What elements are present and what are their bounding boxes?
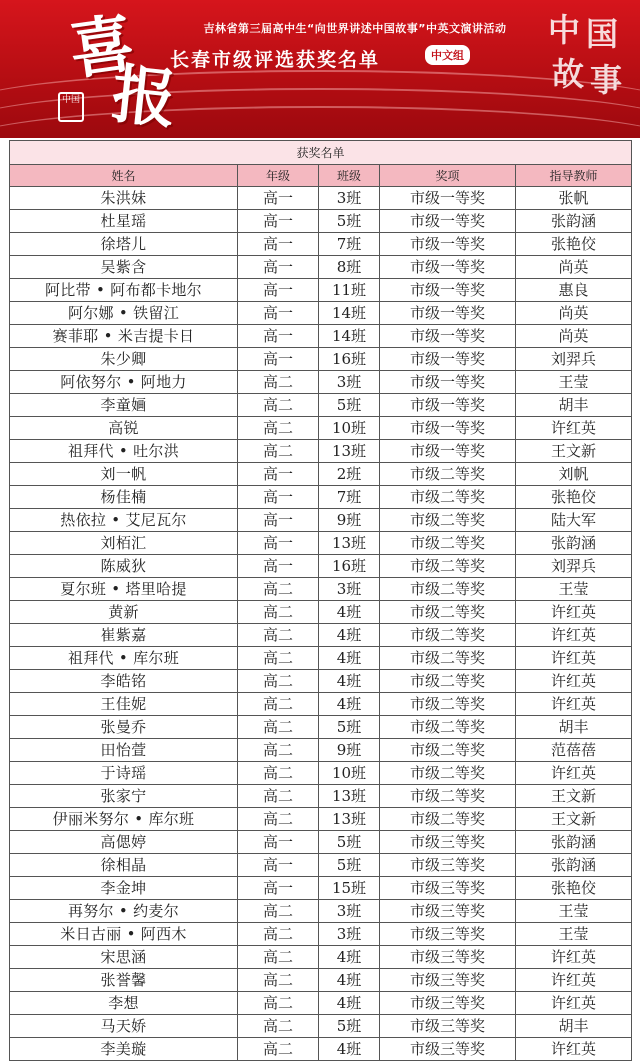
table-row (10, 440, 632, 463)
class-cell: 15班 (319, 877, 380, 900)
table-row (10, 578, 632, 601)
student-name-cell: 黄新 (10, 601, 238, 624)
class-cell: 5班 (319, 831, 380, 854)
group-badge: 中文组 (425, 45, 470, 65)
grade-cell: 高二 (238, 417, 319, 440)
red-seal-stamp: 中国 (58, 92, 84, 122)
class-cell: 14班 (319, 302, 380, 325)
class-cell: 13班 (319, 785, 380, 808)
student-name-cell: 陈威狄 (10, 555, 238, 578)
grade-cell: 高一 (238, 555, 319, 578)
grade-cell: 高二 (238, 1038, 319, 1061)
grade-cell: 高二 (238, 601, 319, 624)
student-name-cell: 阿依努尔 • 阿地力 (10, 371, 238, 394)
student-name-cell: 刘栢汇 (10, 532, 238, 555)
table-row (10, 279, 632, 302)
award-table (9, 140, 632, 1061)
story-char: 国 (586, 15, 619, 53)
class-cell: 4班 (319, 647, 380, 670)
grade-cell: 高一 (238, 210, 319, 233)
grade-cell: 高一 (238, 486, 319, 509)
student-name-cell: 田怡萱 (10, 739, 238, 762)
teacher-cell: 许红英 (516, 969, 632, 992)
table-row (10, 670, 632, 693)
table-row (10, 187, 632, 210)
class-cell: 11班 (319, 279, 380, 302)
teacher-cell: 胡丰 (516, 1015, 632, 1038)
teacher-cell: 尚英 (516, 256, 632, 279)
class-cell: 4班 (319, 601, 380, 624)
table-row (10, 1015, 632, 1038)
story-char: 中 (548, 11, 581, 49)
table-caption: 获奖名单 (10, 141, 632, 165)
award-cell: 市级一等奖 (380, 371, 516, 394)
grade-cell: 高二 (238, 762, 319, 785)
award-cell: 市级一等奖 (380, 302, 516, 325)
class-cell: 3班 (319, 900, 380, 923)
table-row (10, 555, 632, 578)
table-row (10, 739, 632, 762)
teacher-cell: 张艳佼 (516, 233, 632, 256)
student-name-cell: 赛菲耶 • 米吉提卡日 (10, 325, 238, 348)
student-name-cell: 张曼乔 (10, 716, 238, 739)
award-cell: 市级二等奖 (380, 486, 516, 509)
student-name-cell: 朱洪妹 (10, 187, 238, 210)
grade-cell: 高二 (238, 394, 319, 417)
teacher-cell: 许红英 (516, 670, 632, 693)
teacher-cell: 惠良 (516, 279, 632, 302)
grade-cell: 高一 (238, 854, 319, 877)
grade-cell: 高一 (238, 509, 319, 532)
class-cell: 2班 (319, 463, 380, 486)
teacher-cell: 王莹 (516, 578, 632, 601)
student-name-cell: 李美璇 (10, 1038, 238, 1061)
teacher-cell: 尚英 (516, 325, 632, 348)
grade-cell: 高一 (238, 877, 319, 900)
table-row (10, 624, 632, 647)
table-row (10, 647, 632, 670)
award-cell: 市级二等奖 (380, 647, 516, 670)
teacher-cell: 许红英 (516, 946, 632, 969)
award-cell: 市级二等奖 (380, 509, 516, 532)
class-cell: 4班 (319, 1038, 380, 1061)
teacher-cell: 许红英 (516, 693, 632, 716)
award-cell: 市级一等奖 (380, 417, 516, 440)
teacher-cell: 张帆 (516, 187, 632, 210)
table-row (10, 233, 632, 256)
student-name-cell: 阿比带 • 阿布都卡地尔 (10, 279, 238, 302)
class-cell: 3班 (319, 923, 380, 946)
event-title: 吉林省第三届高中生“向世界讲述中国故事”中英文演讲活动 (203, 22, 507, 35)
class-cell: 9班 (319, 739, 380, 762)
student-name-cell: 夏尔班 • 塔里哈提 (10, 578, 238, 601)
teacher-cell: 张艳佼 (516, 877, 632, 900)
teacher-cell: 许红英 (516, 624, 632, 647)
award-cell: 市级三等奖 (380, 969, 516, 992)
teacher-cell: 许红英 (516, 417, 632, 440)
class-cell: 5班 (319, 210, 380, 233)
award-cell: 市级一等奖 (380, 279, 516, 302)
award-cell: 市级二等奖 (380, 532, 516, 555)
grade-cell: 高二 (238, 371, 319, 394)
class-cell: 13班 (319, 808, 380, 831)
student-name-cell: 祖拜代 • 吐尔洪 (10, 440, 238, 463)
student-name-cell: 吴紫含 (10, 256, 238, 279)
class-cell: 4班 (319, 670, 380, 693)
teacher-cell: 陆大军 (516, 509, 632, 532)
class-cell: 5班 (319, 1015, 380, 1038)
grade-cell: 高二 (238, 647, 319, 670)
award-cell: 市级一等奖 (380, 440, 516, 463)
column-header-award: 奖项 (380, 165, 516, 187)
column-header-grade: 年级 (238, 165, 319, 187)
teacher-cell: 胡丰 (516, 394, 632, 417)
class-cell: 9班 (319, 509, 380, 532)
teacher-cell: 张韵涵 (516, 532, 632, 555)
table-row (10, 716, 632, 739)
student-name-cell: 李童婳 (10, 394, 238, 417)
class-cell: 3班 (319, 187, 380, 210)
grade-cell: 高二 (238, 670, 319, 693)
student-name-cell: 张家宁 (10, 785, 238, 808)
award-cell: 市级三等奖 (380, 831, 516, 854)
teacher-cell: 尚英 (516, 302, 632, 325)
award-cell: 市级三等奖 (380, 900, 516, 923)
teacher-cell: 王文新 (516, 808, 632, 831)
grade-cell: 高二 (238, 716, 319, 739)
grade-cell: 高一 (238, 463, 319, 486)
table-row (10, 463, 632, 486)
class-cell: 4班 (319, 992, 380, 1015)
class-cell: 13班 (319, 440, 380, 463)
story-char: 故 (552, 55, 585, 93)
teacher-cell: 王文新 (516, 785, 632, 808)
grade-cell: 高一 (238, 831, 319, 854)
class-cell: 8班 (319, 256, 380, 279)
class-cell: 10班 (319, 417, 380, 440)
student-name-cell: 高锐 (10, 417, 238, 440)
student-name-cell: 王佳妮 (10, 693, 238, 716)
header-banner (0, 0, 640, 138)
award-cell: 市级二等奖 (380, 601, 516, 624)
student-name-cell: 刘一帆 (10, 463, 238, 486)
award-cell: 市级二等奖 (380, 578, 516, 601)
award-cell: 市级一等奖 (380, 394, 516, 417)
class-cell: 3班 (319, 578, 380, 601)
student-name-cell: 杨佳楠 (10, 486, 238, 509)
student-name-cell: 崔紫嘉 (10, 624, 238, 647)
grade-cell: 高二 (238, 969, 319, 992)
table-row (10, 325, 632, 348)
column-header-name: 姓名 (10, 165, 238, 187)
class-cell: 4班 (319, 946, 380, 969)
teacher-cell: 许红英 (516, 992, 632, 1015)
class-cell: 7班 (319, 486, 380, 509)
award-cell: 市级二等奖 (380, 624, 516, 647)
grade-cell: 高二 (238, 923, 319, 946)
award-cell: 市级一等奖 (380, 325, 516, 348)
student-name-cell: 李皓铭 (10, 670, 238, 693)
column-header-teacher: 指导教师 (516, 165, 632, 187)
class-cell: 4班 (319, 693, 380, 716)
award-cell: 市级二等奖 (380, 670, 516, 693)
student-name-cell: 再努尔 • 约麦尔 (10, 900, 238, 923)
teacher-cell: 刘帆 (516, 463, 632, 486)
class-cell: 3班 (319, 371, 380, 394)
student-name-cell: 李金坤 (10, 877, 238, 900)
class-cell: 13班 (319, 532, 380, 555)
grade-cell: 高二 (238, 624, 319, 647)
student-name-cell: 祖拜代 • 库尔班 (10, 647, 238, 670)
table-row (10, 877, 632, 900)
grade-cell: 高二 (238, 992, 319, 1015)
student-name-cell: 徐塔儿 (10, 233, 238, 256)
class-cell: 5班 (319, 394, 380, 417)
xibao-char: 喜 (65, 5, 139, 90)
page-title: 长春市级评选获奖名单 (170, 49, 381, 71)
teacher-cell: 范蓓蓓 (516, 739, 632, 762)
table-row (10, 601, 632, 624)
award-cell: 市级一等奖 (380, 256, 516, 279)
student-name-cell: 高偲婷 (10, 831, 238, 854)
class-cell: 16班 (319, 555, 380, 578)
student-name-cell: 徐相晶 (10, 854, 238, 877)
grade-cell: 高一 (238, 348, 319, 371)
table-row (10, 992, 632, 1015)
award-cell: 市级三等奖 (380, 992, 516, 1015)
class-cell: 5班 (319, 854, 380, 877)
award-cell: 市级二等奖 (380, 785, 516, 808)
class-cell: 10班 (319, 762, 380, 785)
class-cell: 5班 (319, 716, 380, 739)
table-row (10, 417, 632, 440)
class-cell: 4班 (319, 969, 380, 992)
award-cell: 市级一等奖 (380, 233, 516, 256)
grade-cell: 高一 (238, 302, 319, 325)
grade-cell: 高二 (238, 739, 319, 762)
table-row (10, 1038, 632, 1061)
table-row (10, 394, 632, 417)
table-caption-row (10, 141, 632, 165)
grade-cell: 高一 (238, 532, 319, 555)
award-cell: 市级二等奖 (380, 716, 516, 739)
award-cell: 市级三等奖 (380, 923, 516, 946)
xibao-calligraphy (30, 5, 180, 138)
teacher-cell: 王莹 (516, 900, 632, 923)
student-name-cell: 热依拉 • 艾尼瓦尔 (10, 509, 238, 532)
award-cell: 市级二等奖 (380, 463, 516, 486)
grade-cell: 高一 (238, 325, 319, 348)
teacher-cell: 王莹 (516, 923, 632, 946)
table-row (10, 854, 632, 877)
table-row (10, 348, 632, 371)
xibao-char: 报 (108, 56, 180, 138)
table-row (10, 210, 632, 233)
award-cell: 市级三等奖 (380, 877, 516, 900)
teacher-cell: 许红英 (516, 601, 632, 624)
class-cell: 4班 (319, 624, 380, 647)
table-row (10, 693, 632, 716)
teacher-cell: 张韵涵 (516, 854, 632, 877)
grade-cell: 高二 (238, 693, 319, 716)
teacher-cell: 许红英 (516, 762, 632, 785)
class-cell: 7班 (319, 233, 380, 256)
student-name-cell: 伊丽米努尔 • 库尔班 (10, 808, 238, 831)
student-name-cell: 杜星瑶 (10, 210, 238, 233)
student-name-cell: 朱少卿 (10, 348, 238, 371)
grade-cell: 高二 (238, 808, 319, 831)
grade-cell: 高一 (238, 279, 319, 302)
teacher-cell: 刘羿兵 (516, 555, 632, 578)
award-cell: 市级一等奖 (380, 210, 516, 233)
table-row (10, 900, 632, 923)
student-name-cell: 张誉馨 (10, 969, 238, 992)
student-name-cell: 米日古丽 • 阿西木 (10, 923, 238, 946)
table-row (10, 785, 632, 808)
table-row (10, 509, 632, 532)
award-cell: 市级二等奖 (380, 762, 516, 785)
award-cell: 市级二等奖 (380, 555, 516, 578)
table-row (10, 946, 632, 969)
award-cell: 市级二等奖 (380, 693, 516, 716)
column-header-class: 班级 (319, 165, 380, 187)
award-cell: 市级三等奖 (380, 1038, 516, 1061)
award-cell: 市级三等奖 (380, 946, 516, 969)
grade-cell: 高一 (238, 256, 319, 279)
student-name-cell: 李想 (10, 992, 238, 1015)
teacher-cell: 张艳佼 (516, 486, 632, 509)
table-row (10, 831, 632, 854)
award-cell: 市级一等奖 (380, 348, 516, 371)
student-name-cell: 马天娇 (10, 1015, 238, 1038)
teacher-cell: 王莹 (516, 371, 632, 394)
grade-cell: 高二 (238, 946, 319, 969)
table-row (10, 256, 632, 279)
teacher-cell: 许红英 (516, 1038, 632, 1061)
grade-cell: 高二 (238, 578, 319, 601)
grade-cell: 高二 (238, 785, 319, 808)
class-cell: 16班 (319, 348, 380, 371)
table-row (10, 302, 632, 325)
award-cell: 市级二等奖 (380, 808, 516, 831)
teacher-cell: 张韵涵 (516, 210, 632, 233)
table-row (10, 808, 632, 831)
student-name-cell: 阿尔娜 • 铁留江 (10, 302, 238, 325)
grade-cell: 高二 (238, 440, 319, 463)
student-name-cell: 于诗瑶 (10, 762, 238, 785)
grade-cell: 高一 (238, 233, 319, 256)
table-row (10, 371, 632, 394)
teacher-cell: 许红英 (516, 647, 632, 670)
table-row (10, 969, 632, 992)
award-cell: 市级二等奖 (380, 739, 516, 762)
story-char: 事 (590, 61, 623, 99)
student-name-cell: 宋思涵 (10, 946, 238, 969)
teacher-cell: 张韵涵 (516, 831, 632, 854)
award-cell: 市级三等奖 (380, 854, 516, 877)
table-row (10, 762, 632, 785)
china-story-calligraphy (548, 12, 628, 112)
table-body (10, 187, 632, 1061)
award-cell: 市级三等奖 (380, 1015, 516, 1038)
class-cell: 14班 (319, 325, 380, 348)
table-header-row (10, 165, 632, 187)
teacher-cell: 刘羿兵 (516, 348, 632, 371)
table-row (10, 923, 632, 946)
teacher-cell: 胡丰 (516, 716, 632, 739)
grade-cell: 高一 (238, 187, 319, 210)
grade-cell: 高二 (238, 900, 319, 923)
award-cell: 市级一等奖 (380, 187, 516, 210)
teacher-cell: 王文新 (516, 440, 632, 463)
table-row (10, 532, 632, 555)
table-row (10, 486, 632, 509)
grade-cell: 高二 (238, 1015, 319, 1038)
